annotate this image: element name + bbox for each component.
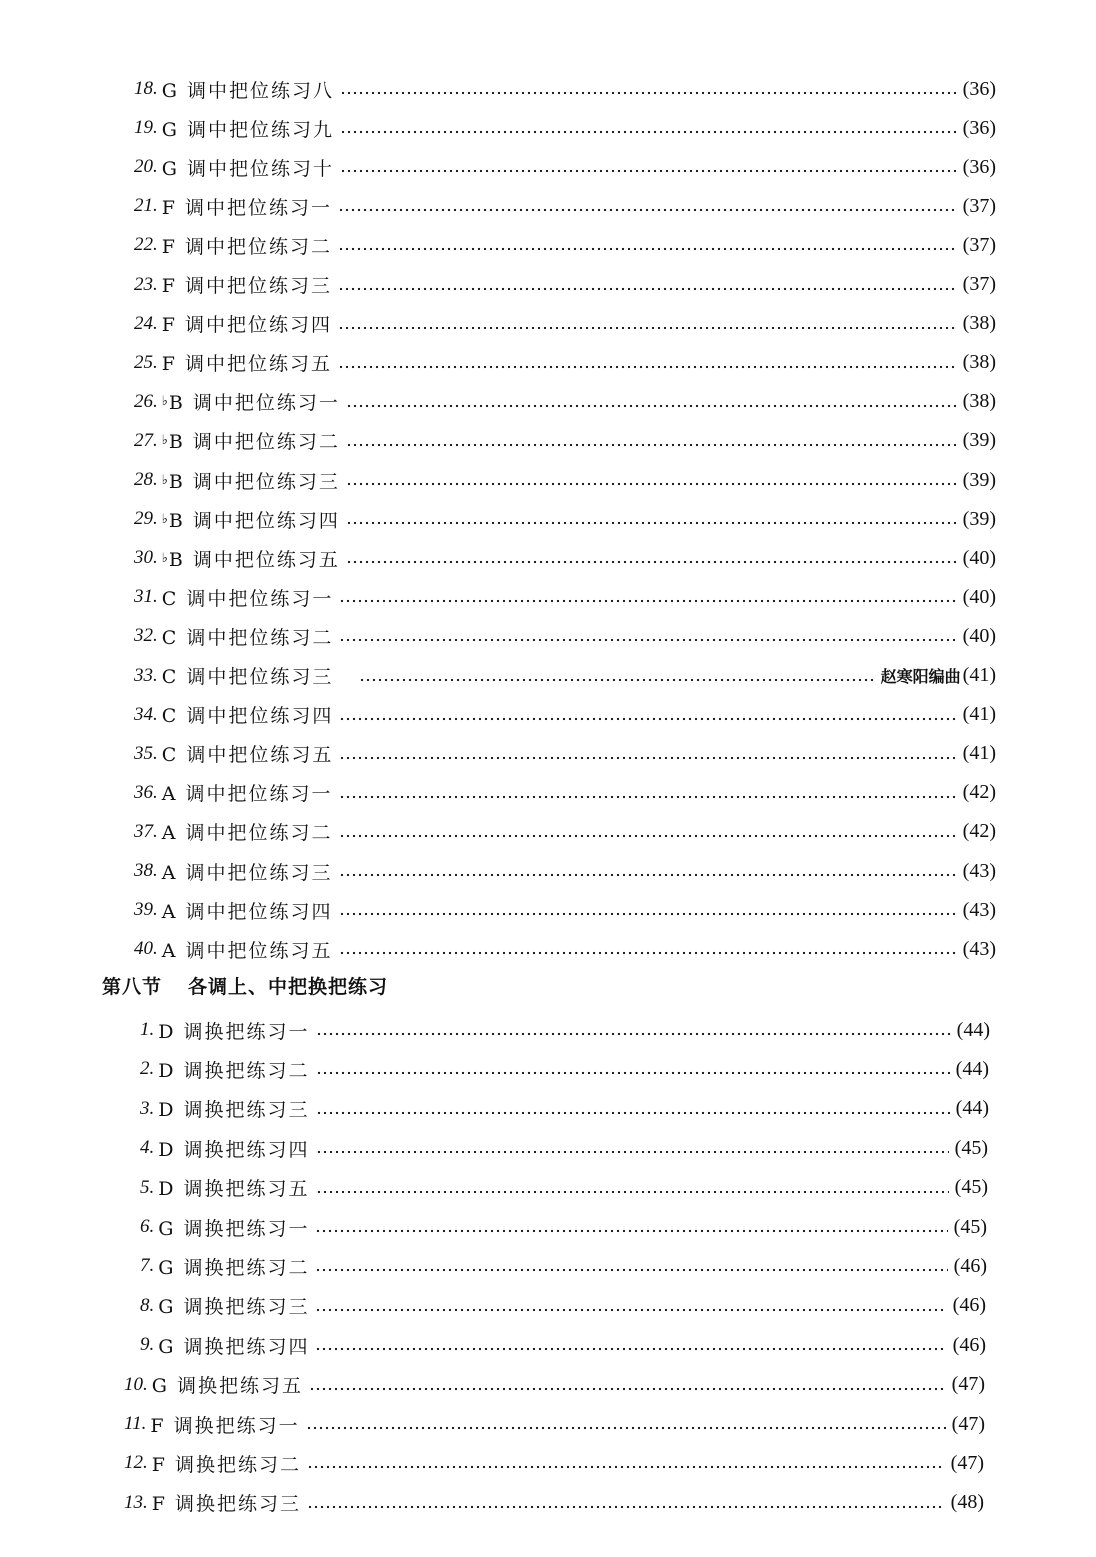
entry-number: 37. <box>134 820 158 842</box>
toc-entry[interactable] <box>134 504 996 534</box>
toc-entry[interactable] <box>134 778 996 808</box>
entry-number: 33. <box>134 664 158 686</box>
page-number: (43) <box>962 859 996 882</box>
dot-leader <box>346 404 957 408</box>
entry-number: 31. <box>134 586 158 608</box>
entry-number: 28. <box>134 469 158 490</box>
entry-number: 38. <box>134 860 158 881</box>
page-number: (39) <box>962 468 996 491</box>
toc-entry[interactable] <box>134 543 996 573</box>
entry-number: 7. <box>140 1255 155 1277</box>
dot-leader <box>338 287 957 291</box>
page-number: (45) <box>953 1215 987 1238</box>
page-number: (39) <box>962 429 996 452</box>
dot-leader <box>338 247 957 251</box>
dot-leader <box>339 834 957 838</box>
entry-number: 34. <box>134 703 158 725</box>
toc-entry[interactable] <box>134 934 996 964</box>
page-number: (44) <box>956 1018 990 1041</box>
entry-number: 32. <box>134 625 158 647</box>
page-number: (38) <box>962 312 996 335</box>
page-number: (42) <box>962 781 996 804</box>
entry-title: G 调中把位练习十 <box>161 157 334 180</box>
toc-entry[interactable] <box>140 1133 988 1163</box>
entry-number: 29. <box>134 508 158 530</box>
dot-leader <box>346 443 957 447</box>
entry-title: G 调换把练习五 <box>151 1375 303 1398</box>
dot-leader <box>339 873 957 877</box>
page-number: (42) <box>962 820 996 843</box>
entry-number: 11. <box>124 1413 147 1434</box>
entry-number: 40. <box>134 938 158 960</box>
toc-entry[interactable] <box>140 1054 989 1084</box>
page-number: (46) <box>952 1333 986 1356</box>
entry-number: 4. <box>140 1137 155 1159</box>
toc-entry[interactable] <box>134 661 996 691</box>
entry-number: 1. <box>140 1019 155 1040</box>
dot-leader <box>346 482 957 486</box>
page-number: (45) <box>954 1176 988 1199</box>
toc-entry[interactable] <box>134 621 996 651</box>
dot-leader <box>307 1505 945 1509</box>
toc-entry[interactable] <box>134 426 996 456</box>
toc-entry[interactable] <box>134 700 996 730</box>
entry-title: B 调中把位练习五 <box>168 548 340 571</box>
entry-title: B 调中把位练习四 <box>168 509 340 532</box>
entry-title: C 调中把位练习五 <box>161 744 334 767</box>
dot-leader <box>309 1387 946 1391</box>
toc-entry[interactable] <box>134 74 996 104</box>
page-number: (46) <box>952 1294 986 1317</box>
toc-entry[interactable] <box>124 1370 985 1400</box>
page-number: (40) <box>962 585 996 608</box>
page-number: (40) <box>962 546 996 569</box>
entry-number: 24. <box>134 312 158 334</box>
page-number: (37) <box>962 233 996 256</box>
toc-entry[interactable] <box>140 1015 990 1045</box>
page-number: (36) <box>962 155 996 178</box>
page-number: (41) <box>962 742 996 765</box>
dot-leader <box>339 599 956 603</box>
dot-leader <box>339 795 957 799</box>
toc-entry[interactable] <box>124 1409 985 1439</box>
dot-leader <box>340 130 957 134</box>
entry-title: G 调换把练习一 <box>158 1217 310 1240</box>
entry-title: D 调换把练习四 <box>158 1138 310 1161</box>
dot-leader <box>339 638 956 642</box>
entry-title: A 调中把位练习五 <box>161 939 333 962</box>
toc-entry[interactable] <box>134 465 996 495</box>
page-number: (41) <box>962 703 996 726</box>
toc-entry[interactable] <box>134 113 996 143</box>
page-number: (48) <box>950 1491 984 1514</box>
entry-title: A 调中把位练习四 <box>161 900 333 923</box>
entry-number: 19. <box>134 117 158 139</box>
page-number: (44) <box>955 1057 989 1080</box>
entry-number: 13. <box>124 1491 148 1513</box>
dot-leader <box>338 326 957 330</box>
flat-sign-icon: ♭ <box>161 433 168 449</box>
section-label: 第八节 <box>102 975 163 998</box>
page-number: (43) <box>962 898 996 921</box>
toc-entry[interactable] <box>134 856 996 886</box>
toc-entry[interactable] <box>134 348 996 378</box>
entry-number: 30. <box>134 547 158 569</box>
page-number: (43) <box>962 937 996 960</box>
entry-title: F 调换把练习三 <box>151 1493 301 1516</box>
dot-leader <box>346 521 957 525</box>
composer-credit: 赵寒阳编曲 <box>880 667 961 686</box>
entry-title: B 调中把位练习三 <box>168 470 340 493</box>
dot-leader <box>315 1268 947 1272</box>
dot-leader <box>346 560 957 564</box>
entry-title: F 调中把位练习五 <box>161 353 332 376</box>
dot-leader <box>315 1308 946 1312</box>
entry-title: C 调中把位练习一 <box>161 587 334 610</box>
page-number: (40) <box>962 624 996 647</box>
entry-title: D 调换把练习三 <box>158 1099 310 1122</box>
page-number: (36) <box>962 116 996 139</box>
toc-entry[interactable] <box>134 739 996 769</box>
entry-title: F 调中把位练习四 <box>161 314 332 337</box>
dot-leader <box>315 1229 947 1233</box>
page-number: (41) <box>962 664 996 686</box>
section-heading <box>102 970 388 1000</box>
entry-number: 20. <box>134 156 158 178</box>
toc-entry[interactable] <box>134 191 996 221</box>
toc-entry[interactable] <box>134 895 996 925</box>
entry-title: D 调换把练习五 <box>158 1178 310 1201</box>
dot-leader <box>316 1111 950 1115</box>
flat-sign-icon: ♭ <box>161 511 168 527</box>
page-number: (47) <box>951 1373 985 1396</box>
toc-entry[interactable] <box>134 230 996 260</box>
dot-leader <box>359 678 874 682</box>
entry-number: 39. <box>134 899 158 921</box>
toc-entry[interactable] <box>140 1291 986 1321</box>
entry-title: A 调中把位练习三 <box>161 861 333 884</box>
toc-entry[interactable] <box>134 270 996 300</box>
entry-title: F 调中把位练习二 <box>161 235 332 258</box>
entry-title: F 调换把练习一 <box>150 1414 300 1437</box>
page-number: (37) <box>962 273 996 295</box>
entry-title: D 调换把练习二 <box>158 1059 310 1082</box>
entry-number: 23. <box>134 273 158 295</box>
entry-number: 25. <box>134 351 158 373</box>
entry-title: C 调中把位练习二 <box>161 626 334 649</box>
page-number: (38) <box>962 390 996 413</box>
page-number: (44) <box>955 1097 989 1120</box>
page-number: (37) <box>962 194 996 217</box>
entry-number: 26. <box>134 390 158 412</box>
dot-leader <box>339 717 956 721</box>
toc-entry[interactable] <box>134 582 996 612</box>
dot-leader <box>306 1426 946 1430</box>
entry-title: C 调中把位练习三 <box>161 666 334 688</box>
page-number: (47) <box>950 1451 984 1474</box>
entry-number: 27. <box>134 429 158 451</box>
toc-entry[interactable] <box>124 1448 984 1478</box>
dot-leader <box>307 1465 945 1469</box>
entry-number: 9. <box>140 1334 155 1356</box>
toc-entry[interactable] <box>134 152 996 182</box>
entry-number: 21. <box>134 195 158 217</box>
entry-title: G 调中把位练习九 <box>161 118 334 141</box>
dot-leader <box>339 951 957 955</box>
entry-number: 12. <box>124 1452 148 1474</box>
toc-entry[interactable] <box>134 817 996 847</box>
entry-number: 8. <box>140 1294 155 1316</box>
dot-leader <box>339 912 957 916</box>
page-number: (47) <box>951 1412 985 1435</box>
entry-title: F 调换把练习二 <box>151 1453 301 1476</box>
toc-entry[interactable] <box>124 1488 984 1518</box>
entry-number: 2. <box>140 1058 155 1080</box>
dot-leader <box>316 1071 950 1075</box>
page-number: (36) <box>962 77 996 100</box>
flat-sign-icon: ♭ <box>161 394 168 410</box>
dot-leader <box>338 365 957 369</box>
page-number: (39) <box>962 507 996 530</box>
entry-title: F 调中把位练习三 <box>161 275 332 297</box>
flat-sign-icon: ♭ <box>161 550 168 566</box>
entry-number: 36. <box>134 781 158 803</box>
entry-title: A 调中把位练习二 <box>161 822 333 845</box>
entry-title: B 调中把位练习一 <box>168 392 340 415</box>
entry-number: 35. <box>134 742 158 764</box>
page-number: (45) <box>954 1136 988 1159</box>
dot-leader <box>338 208 957 212</box>
entry-title: G 调换把练习三 <box>158 1296 310 1319</box>
entry-title: D 调换把练习一 <box>158 1020 310 1043</box>
toc-entry[interactable] <box>140 1094 989 1124</box>
dot-leader <box>316 1150 949 1154</box>
entry-title: F 调中把位练习一 <box>161 196 332 219</box>
toc-entry[interactable] <box>134 387 996 417</box>
entry-title: G 调中把位练习八 <box>161 79 334 102</box>
entry-number: 18. <box>134 78 158 99</box>
entry-title: B 调中把位练习二 <box>168 431 340 454</box>
dot-leader <box>340 91 957 95</box>
dot-leader <box>315 1347 946 1351</box>
entry-number: 5. <box>140 1176 155 1198</box>
dot-leader <box>316 1032 951 1036</box>
toc-entry[interactable] <box>134 309 996 339</box>
dot-leader <box>340 169 957 173</box>
entry-title: C 调中把位练习四 <box>161 705 334 728</box>
toc-entry[interactable] <box>140 1330 986 1360</box>
page-number: (46) <box>953 1254 987 1277</box>
entry-number: 22. <box>134 234 158 256</box>
entry-number: 6. <box>140 1216 155 1237</box>
entry-title: A 调中把位练习一 <box>161 783 333 806</box>
entry-title: G 调换把练习二 <box>158 1256 310 1279</box>
flat-sign-icon: ♭ <box>161 472 168 488</box>
section-title: 各调上、中把换把练习 <box>188 975 389 998</box>
dot-leader <box>339 756 956 760</box>
entry-title: G 调换把练习四 <box>158 1335 310 1358</box>
entry-number: 3. <box>140 1097 155 1119</box>
dot-leader <box>316 1190 949 1194</box>
entry-number: 10. <box>124 1373 148 1395</box>
toc-entry[interactable] <box>140 1212 987 1242</box>
toc-entry[interactable] <box>140 1251 987 1281</box>
toc-entry[interactable] <box>140 1173 988 1203</box>
page-number: (38) <box>962 351 996 374</box>
